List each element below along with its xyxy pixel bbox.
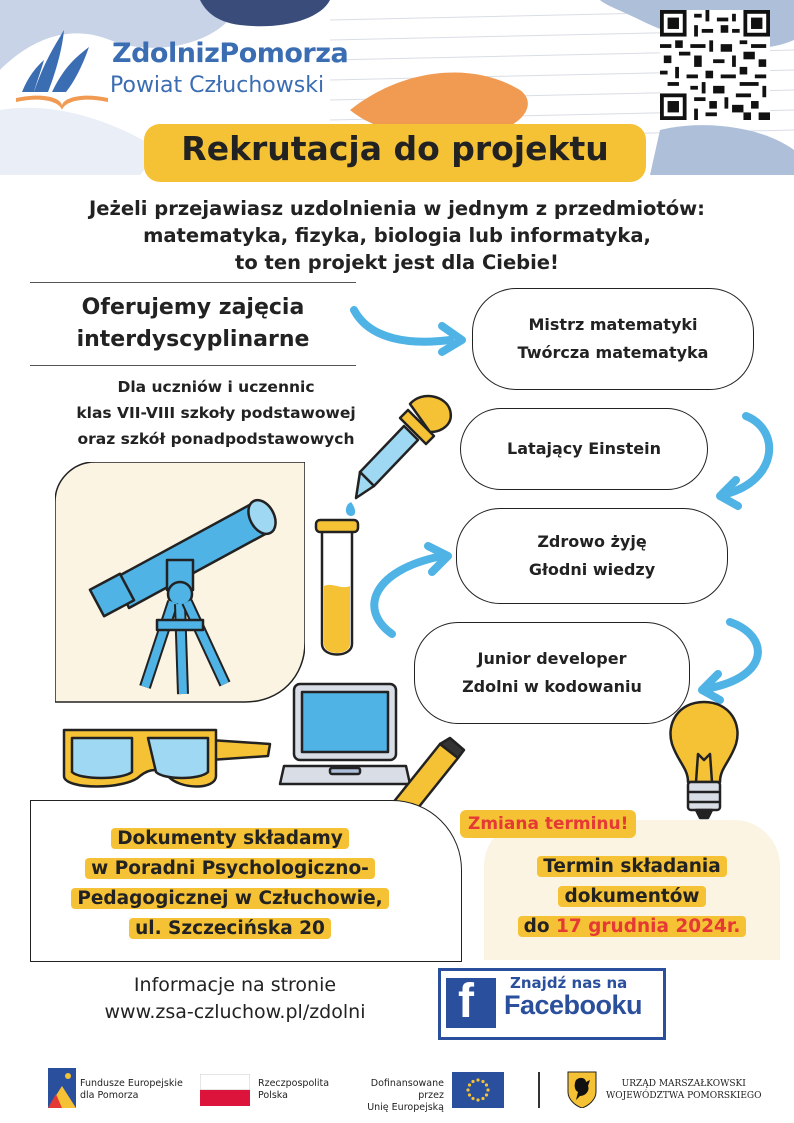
course-name: Głodni wiedzy [528, 560, 656, 579]
audience-line: Dla uczniów i uczennic [117, 378, 315, 396]
footer-line: Fundusze Europejskie [80, 1078, 183, 1089]
footer-line: Rzeczpospolita [258, 1078, 330, 1089]
course-name: Zdrowo żyję [537, 532, 647, 551]
intro-line: Jeżeli przejawiasz uzdolnienia w jednym z przedmiotów: [89, 197, 705, 220]
test-tube-icon [312, 516, 362, 668]
arrow-icon [362, 540, 462, 640]
fundusze-europejskie-logo-icon [48, 1068, 76, 1108]
footer-um-text [606, 1078, 761, 1102]
footer-line: Dofinansowane przez [370, 1078, 444, 1101]
documents-text [30, 824, 430, 944]
course-pill-math [472, 288, 754, 390]
deadline-line: Termin składania [537, 856, 726, 877]
footer-line: dla Pomorza [80, 1090, 139, 1101]
footer-eu-text [346, 1078, 444, 1114]
lightbulb-icon [664, 698, 744, 822]
divider [30, 365, 356, 366]
deadline-date: 17 grudnia 2024r. [556, 916, 741, 937]
pomorskie-coat-of-arms-icon [566, 1070, 598, 1108]
deadline-change-badge: Zmiana terminu! [460, 810, 636, 838]
documents-line: Pedagogicznej w Człuchowie, [71, 888, 388, 909]
logo-title: ZdolnizPomorza [112, 38, 349, 69]
info-text [60, 972, 410, 1026]
offer-line: interdyscyplinarne [76, 327, 310, 352]
footer-line: Polska [258, 1090, 288, 1101]
deadline-date-line [518, 916, 747, 937]
course-name: Mistrz matematyki [528, 315, 698, 334]
dropper-icon [338, 386, 468, 516]
arrow-icon [350, 300, 470, 360]
logo-book-icon [14, 22, 110, 110]
course-name: Twórcza matematyka [517, 343, 709, 362]
course-name: Zdolni w kodowaniu [462, 677, 642, 696]
deadline-line: dokumentów [558, 886, 705, 907]
logo-subtitle: Powiat Człuchowski [110, 73, 325, 98]
intro-line: matematyka, fizyka, biologia lub informatyka, [143, 224, 651, 247]
audience-line: oraz szkół ponadpodstawowych [77, 430, 355, 448]
divider [30, 282, 356, 283]
course-pill-biology [456, 508, 728, 604]
arrow-icon [706, 410, 786, 510]
documents-line: Dokumenty składamy [111, 828, 349, 849]
info-label: Informacje na stronie [133, 974, 337, 996]
goggles-icon [60, 716, 275, 796]
page-title: Rekrutacja do projektu [181, 129, 609, 168]
offer-heading [28, 292, 358, 356]
facebook-big-text: Facebooku [504, 990, 643, 1020]
polish-flag-icon [200, 1074, 250, 1106]
qr-code[interactable] [660, 10, 770, 120]
course-name: Latający Einstein [507, 439, 661, 458]
intro-line: to ten projekt jest dla Ciebie! [235, 251, 559, 274]
facebook-small-text: Znajdź nas na [510, 974, 628, 992]
telescope-icon [55, 462, 305, 712]
footer-line: WOJEWÓDZTWA POMORSKIEGO [606, 1091, 762, 1101]
deadline-prefix: do [523, 916, 550, 937]
audience-line: klas VII-VIII szkoły podstawowej [76, 404, 356, 422]
documents-line: ul. Szczecińska 20 [129, 918, 331, 939]
intro-text [40, 195, 754, 276]
footer-fe-text [80, 1078, 183, 1102]
facebook-f-icon: f [458, 975, 474, 1028]
footer-divider [538, 1072, 540, 1108]
info-url-link[interactable]: www.zsa-czluchow.pl/zdolni [104, 1001, 366, 1023]
eu-flag-icon [452, 1072, 504, 1108]
footer-line: Unię Europejską [367, 1102, 444, 1113]
footer-rp-text [258, 1078, 329, 1102]
course-pill-physics [460, 408, 708, 490]
documents-line: w Poradni Psychologiczno- [85, 858, 375, 879]
deadline-text [484, 852, 780, 942]
arrow-icon [690, 616, 780, 706]
footer-line: URZĄD MARSZAŁKOWSKI [621, 1079, 746, 1089]
course-name: Junior developer [477, 649, 627, 668]
offer-line: Oferujemy zajęcia [81, 295, 305, 320]
